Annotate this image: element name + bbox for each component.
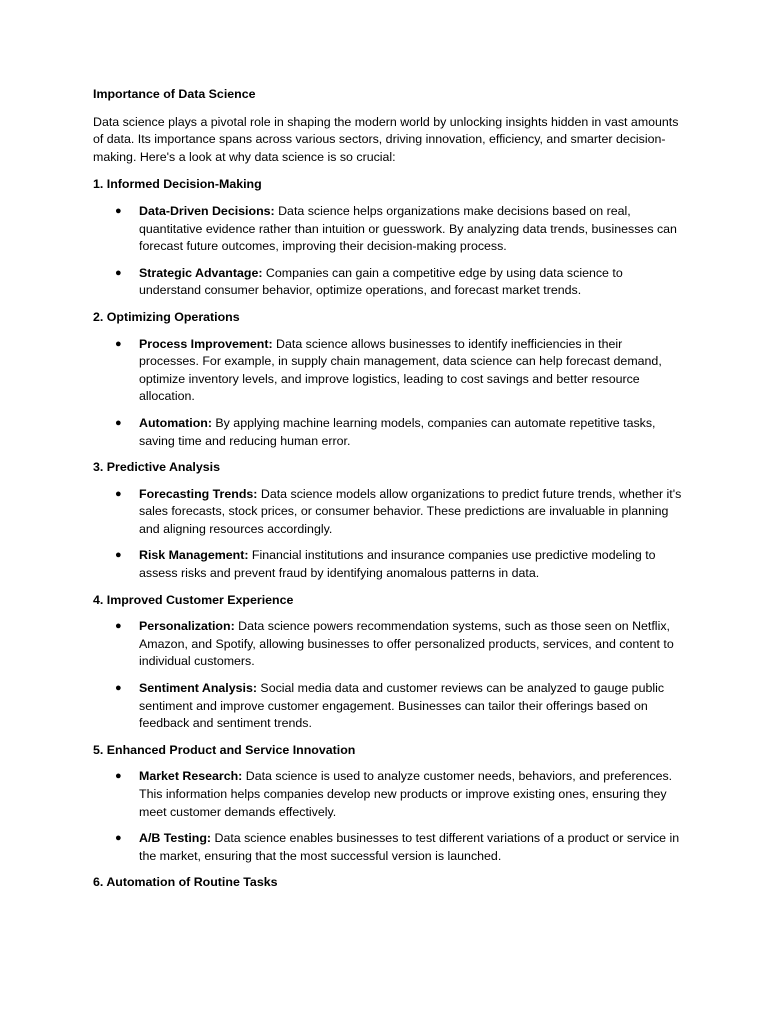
list-item: [93, 336, 683, 406]
term-label: Market Research:: [139, 769, 243, 784]
list-item: [93, 830, 683, 865]
term-label: Sentiment Analysis:: [139, 681, 257, 696]
item-text: Data science helps organizations make decisions based on real, quantitative evidence rather than intuition or guesswork. By analyzing data trends, businesses can forecast future outcomes, improving their decision-making process.: [139, 203, 677, 254]
list-item: [93, 486, 683, 539]
section-heading-optimizing-operations: 2. Optimizing Operations: [93, 309, 240, 324]
document-title: Importance of Data Science: [93, 87, 256, 101]
bullet-icon: ●: [115, 416, 122, 429]
item-text: Financial institutions and insurance companies use predictive modeling to assess risks and prevent fraud by identifying anomalous patterns in data.: [139, 548, 656, 581]
term-label: Data-Driven Decisions:: [139, 203, 275, 218]
list-item: [93, 680, 683, 733]
bullet-icon: ●: [115, 549, 122, 562]
section-heading-predictive-analysis: 3. Predictive Analysis: [93, 460, 220, 475]
term-label: Forecasting Trends:: [139, 486, 258, 501]
bullet-list-informed-decision-making: [93, 203, 683, 300]
bullet-icon: ●: [115, 682, 122, 695]
list-item: [93, 547, 683, 582]
bullet-icon: ●: [115, 620, 122, 633]
list-item: [93, 265, 683, 300]
item-text: Data science allows businesses to identify inefficiencies in their processes. For example, in supply chain management, data science can help forecast demand, optimize inventory levels, and improve logistics, leading to cost savings and better resource allocation.: [139, 336, 662, 404]
list-item: [93, 768, 683, 821]
bullet-icon: ●: [115, 337, 122, 350]
bullet-icon: ●: [115, 487, 122, 500]
section-heading-informed-decision-making: 1. Informed Decision-Making: [93, 177, 262, 192]
list-item: [93, 203, 683, 256]
item-text: Data science models allow organizations to predict future trends, whether it's sales forecasts, stock prices, or consumer behavior. These predictions are invaluable in planning and aligning resources accordingly.: [139, 486, 682, 536]
item-text: Data science enables businesses to test different variations of a product or service in the market, ensuring that the most successful version is launched.: [139, 831, 680, 863]
term-label: Automation:: [139, 415, 212, 430]
bullet-list-improved-customer-experience: [93, 618, 683, 733]
item-text: Social media data and customer reviews can be analyzed to gauge public sentiment and improve customer engagement. Businesses can tailor their offerings based on feedback and sentiment trends.: [139, 681, 665, 731]
document-page: [93, 86, 683, 901]
intro-paragraph: Data science plays a pivotal role in shaping the modern world by unlocking insights hidden in vast amounts of data. Its importance spans across various sectors, driving innovation, efficiency, and smarter decision-making. Here's a look at why data science is so crucial:: [93, 114, 679, 164]
bullet-list-optimizing-operations: [93, 336, 683, 451]
list-item: [93, 618, 683, 671]
item-text: By applying machine learning models, companies can automate repetitive tasks, saving time and reducing human error.: [139, 415, 656, 448]
term-label: Risk Management:: [139, 548, 249, 563]
section-heading-automation-routine-tasks: 6. Automation of Routine Tasks: [93, 875, 278, 890]
section-heading-product-service-innovation: 5. Enhanced Product and Service Innovation: [93, 742, 356, 757]
term-label: Personalization:: [139, 619, 235, 634]
item-text: Data science is used to analyze customer needs, behaviors, and preferences. This information helps companies develop new products or improve existing ones, ensuring they meet customer demands effectively.: [139, 769, 673, 819]
section-heading-improved-customer-experience: 4. Improved Customer Experience: [93, 592, 294, 607]
bullet-list-predictive-analysis: [93, 486, 683, 583]
bullet-icon: ●: [115, 770, 122, 783]
term-label: A/B Testing:: [139, 831, 212, 846]
bullet-list-product-service-innovation: [93, 768, 683, 865]
item-text: Companies can gain a competitive edge by using data science to understand consumer behavior, optimize operations, and forecast market trends.: [139, 265, 623, 298]
bullet-icon: ●: [115, 204, 122, 217]
term-label: Strategic Advantage:: [139, 265, 263, 280]
term-label: Process Improvement:: [139, 336, 273, 351]
bullet-icon: ●: [115, 832, 122, 845]
bullet-icon: ●: [115, 266, 122, 279]
list-item: [93, 415, 683, 450]
item-text: Data science powers recommendation systems, such as those seen on Netflix, Amazon, and Spotify, allowing businesses to offer personalized products, services, and content to individual customers.: [139, 619, 674, 669]
